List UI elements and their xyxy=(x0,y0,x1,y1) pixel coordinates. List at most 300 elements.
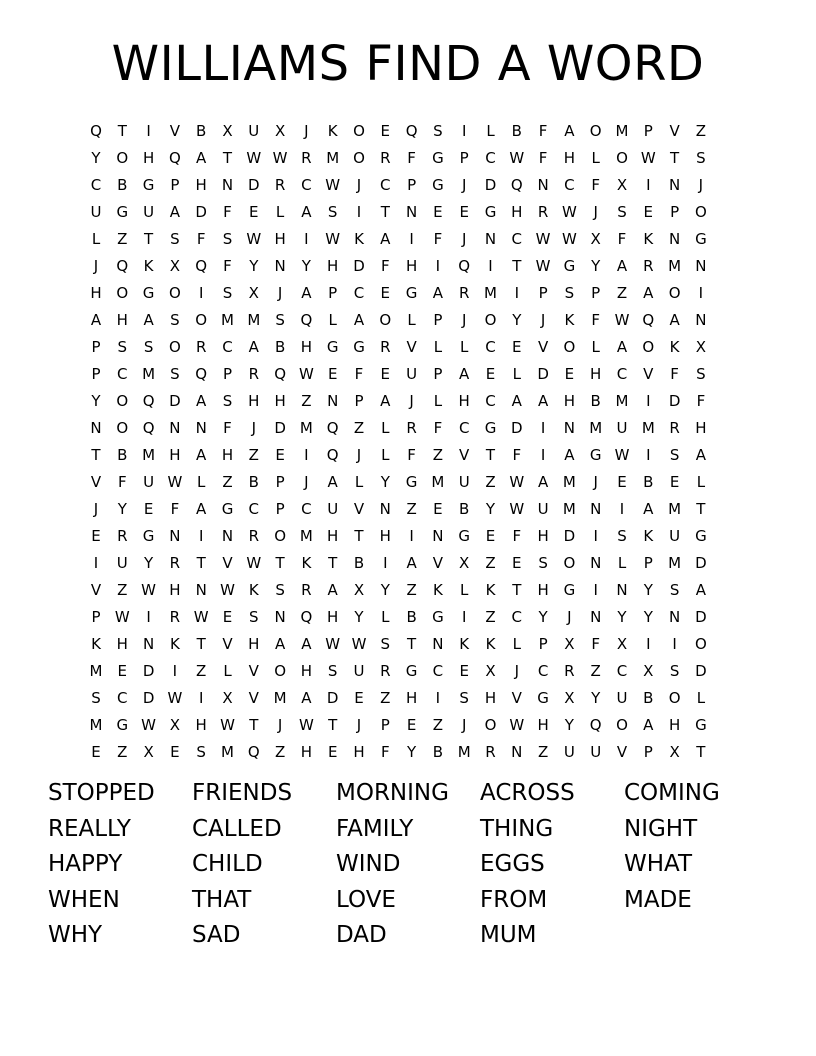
grid-letter: M xyxy=(668,554,682,572)
grid-letter: Z xyxy=(485,554,496,572)
grid-letter: I xyxy=(488,257,493,275)
grid-letter: R xyxy=(564,662,575,680)
word-list-item: COMING xyxy=(624,780,720,806)
grid-letter: B xyxy=(248,473,259,491)
grid-letter: Q xyxy=(90,122,102,140)
grid-letter: E xyxy=(354,689,364,707)
grid-letter: M xyxy=(484,284,497,302)
grid-letter: Q xyxy=(274,365,286,383)
grid-letter: Y xyxy=(485,500,496,518)
grid-letter: J xyxy=(461,311,467,329)
grid-letter: B xyxy=(353,554,365,572)
grid-letter: L xyxy=(197,473,206,491)
grid-letter: K xyxy=(564,311,575,329)
grid-letter: E xyxy=(512,554,522,572)
grid-letter: I xyxy=(435,257,441,275)
grid-letter: W xyxy=(220,716,235,734)
grid-letter: Z xyxy=(616,284,628,302)
grid-letter: E xyxy=(249,203,259,221)
grid-letter: Z xyxy=(590,662,601,680)
grid-letter: U xyxy=(143,473,155,491)
grid-letter: V xyxy=(459,446,470,464)
grid-letter: T xyxy=(144,230,154,248)
grid-letter: S xyxy=(196,743,206,761)
grid-letter: M xyxy=(299,419,313,437)
grid-letter: K xyxy=(643,527,654,545)
grid-letter: M xyxy=(641,419,655,437)
grid-letter: B xyxy=(196,122,207,140)
grid-letter: A xyxy=(564,122,575,140)
grid-letter: B xyxy=(590,392,601,410)
grid-letter: W xyxy=(509,473,525,491)
grid-letter: V xyxy=(511,689,522,707)
grid-letter: C xyxy=(90,176,102,194)
grid-letter: U xyxy=(616,419,628,437)
grid-letter: W xyxy=(640,149,656,167)
grid-letter: H xyxy=(537,716,549,734)
grid-letter: X xyxy=(222,122,233,140)
grid-letter: T xyxy=(485,446,496,464)
grid-letter: A xyxy=(511,392,522,410)
grid-letter: A xyxy=(196,446,207,464)
grid-letter: O xyxy=(563,338,576,356)
grid-letter: S xyxy=(170,365,180,383)
grid-letter: A xyxy=(301,635,312,653)
grid-letter: H xyxy=(695,419,707,437)
grid-letter: J xyxy=(567,608,572,626)
grid-letter: T xyxy=(512,581,522,599)
word-list-item: WHEN xyxy=(48,886,120,913)
grid-letter: L xyxy=(460,581,469,599)
grid-letter: N xyxy=(537,176,549,194)
grid-letter: E xyxy=(617,473,627,491)
grid-letter: Q xyxy=(247,743,260,761)
grid-letter: A xyxy=(274,635,286,653)
grid-letter: P xyxy=(222,365,233,383)
grid-letter: N xyxy=(195,419,207,437)
grid-letter: M xyxy=(247,311,261,329)
grid-letter: F xyxy=(538,122,548,140)
grid-letter: V xyxy=(669,122,680,140)
grid-letter: Z xyxy=(432,716,444,734)
grid-letter: E xyxy=(222,608,233,626)
grid-letter: P xyxy=(407,176,417,194)
grid-letter: S xyxy=(222,284,233,302)
grid-letter: G xyxy=(142,284,155,302)
grid-letter: I xyxy=(672,635,677,653)
grid-letter: G xyxy=(326,338,339,356)
grid-letter: I xyxy=(435,689,441,707)
grid-letter: W xyxy=(535,257,551,275)
grid-letter: G xyxy=(458,527,470,545)
grid-letter: H xyxy=(142,149,155,167)
grid-letter: X xyxy=(169,716,181,734)
grid-letter: Y xyxy=(380,581,390,599)
grid-letter: M xyxy=(668,500,682,518)
grid-letter: N xyxy=(695,257,707,275)
grid-letter: I xyxy=(304,446,309,464)
page-title: WILLIAMS FIND A WORD xyxy=(111,36,705,92)
grid-letter: O xyxy=(484,716,497,734)
grid-letter: V xyxy=(537,338,549,356)
grid-letter: C xyxy=(222,338,233,356)
grid-letter: A xyxy=(695,446,707,464)
grid-letter: Y xyxy=(301,257,311,275)
grid-letter: V xyxy=(643,365,654,383)
grid-letter: R xyxy=(301,581,312,599)
grid-letter: K xyxy=(459,635,470,653)
grid-letter: H xyxy=(379,527,391,545)
grid-letter: G xyxy=(563,581,576,599)
grid-letter: O xyxy=(116,149,129,167)
grid-letter: R xyxy=(643,257,654,275)
grid-letter: J xyxy=(540,311,546,329)
grid-letter: V xyxy=(406,338,417,356)
grid-letter: J xyxy=(593,203,598,221)
grid-letter: G xyxy=(589,446,602,464)
grid-letter: W xyxy=(141,581,157,599)
grid-letter: R xyxy=(458,284,470,302)
grid-letter: C xyxy=(248,500,260,518)
grid-letter: Z xyxy=(222,473,233,491)
grid-letter: S xyxy=(170,311,180,329)
word-list-item: MUM xyxy=(480,922,537,948)
grid-letter: D xyxy=(353,257,365,275)
grid-letter: F xyxy=(196,230,206,248)
grid-letter: D xyxy=(169,392,181,410)
grid-letter: E xyxy=(459,203,469,221)
grid-letter: A xyxy=(196,392,207,410)
grid-letter: I xyxy=(198,284,204,302)
grid-letter: Z xyxy=(695,122,707,140)
grid-letter: K xyxy=(301,554,312,572)
grid-letter: H xyxy=(248,392,260,410)
grid-letter: Y xyxy=(538,608,548,626)
grid-letter: P xyxy=(643,554,653,572)
grid-letter: N xyxy=(405,203,418,221)
grid-letter: J xyxy=(277,284,283,302)
grid-letter: W xyxy=(298,716,314,734)
grid-letter: R xyxy=(485,743,496,761)
grid-letter: B xyxy=(432,743,444,761)
grid-letter: E xyxy=(512,338,522,356)
grid-letter: F xyxy=(591,635,600,653)
grid-letter: Z xyxy=(537,743,549,761)
grid-letter: V xyxy=(248,689,259,707)
grid-letter: U xyxy=(563,743,575,761)
grid-letter: U xyxy=(327,500,339,518)
grid-letter: U xyxy=(90,203,102,221)
grid-letter: C xyxy=(564,176,575,194)
grid-letter: K xyxy=(643,230,654,248)
grid-letter: K xyxy=(669,338,680,356)
word-list-item: MORNING xyxy=(336,780,449,806)
grid-letter: A xyxy=(196,500,207,518)
grid-letter: P xyxy=(643,743,653,761)
grid-letter: X xyxy=(169,257,181,275)
grid-letter: A xyxy=(327,581,338,599)
grid-letter: S xyxy=(275,581,285,599)
grid-letter: L xyxy=(696,473,706,491)
grid-letter: P xyxy=(538,635,548,653)
grid-letter: A xyxy=(406,554,417,572)
grid-letter: Z xyxy=(353,419,365,437)
grid-letter: F xyxy=(380,257,390,275)
grid-letter: J xyxy=(698,176,704,194)
grid-letter: A xyxy=(643,284,654,302)
grid-letter: A xyxy=(537,473,549,491)
grid-letter: V xyxy=(616,743,628,761)
grid-letter: W xyxy=(325,635,341,653)
grid-letter: N xyxy=(142,635,155,653)
grid-letter: A xyxy=(643,716,654,734)
grid-letter: I xyxy=(514,284,520,302)
grid-letter: D xyxy=(326,689,339,707)
grid-letter: S xyxy=(433,122,443,140)
grid-letter: W xyxy=(114,608,130,626)
grid-letter: O xyxy=(668,284,681,302)
grid-letter: L xyxy=(512,635,521,653)
word-list-item: FROM xyxy=(480,886,548,913)
grid-letter: W xyxy=(535,230,551,248)
grid-letter: R xyxy=(248,527,260,545)
grid-letter: D xyxy=(668,392,681,410)
grid-letter: W xyxy=(298,365,314,383)
grid-letter: V xyxy=(248,662,259,680)
grid-letter: U xyxy=(406,365,418,383)
word-list-item: STOPPED xyxy=(48,780,155,806)
grid-letter: L xyxy=(328,311,337,329)
grid-letter: Y xyxy=(380,473,390,491)
grid-letter: X xyxy=(669,743,680,761)
grid-letter: N xyxy=(563,419,575,437)
grid-letter: Z xyxy=(196,662,207,680)
grid-letter: S xyxy=(669,446,680,464)
grid-letter: E xyxy=(433,500,443,518)
grid-letter: Y xyxy=(643,608,653,626)
grid-letter: X xyxy=(222,689,233,707)
grid-letter: H xyxy=(195,716,207,734)
grid-letter: W xyxy=(246,230,262,248)
grid-letter: P xyxy=(670,203,680,221)
grid-letter: F xyxy=(380,743,390,761)
grid-letter: Z xyxy=(432,446,444,464)
grid-letter: H xyxy=(221,446,234,464)
grid-letter: D xyxy=(484,176,497,194)
grid-letter: B xyxy=(643,473,654,491)
grid-letter: D xyxy=(537,365,549,383)
grid-letter: O xyxy=(589,122,602,140)
grid-letter: Q xyxy=(326,446,339,464)
grid-letter: W xyxy=(193,608,209,626)
grid-letter: J xyxy=(277,716,283,734)
grid-letter: I xyxy=(172,662,178,680)
grid-letter: S xyxy=(327,662,338,680)
grid-letter: D xyxy=(248,176,260,194)
grid-letter: N xyxy=(90,419,102,437)
grid-letter: O xyxy=(668,689,681,707)
word-list-item: EGGS xyxy=(480,851,545,877)
grid-letter: B xyxy=(643,689,654,707)
grid-letter: U xyxy=(248,122,260,140)
grid-letter: M xyxy=(142,446,156,464)
grid-letter: O xyxy=(694,203,707,221)
grid-letter: S xyxy=(143,338,154,356)
grid-letter: B xyxy=(406,608,417,626)
grid-letter: O xyxy=(168,338,181,356)
word-list-item: FAMILY xyxy=(336,815,414,842)
grid-letter: B xyxy=(117,176,128,194)
grid-letter: E xyxy=(117,662,128,680)
grid-letter: Q xyxy=(300,311,313,329)
grid-letter: Q xyxy=(142,392,155,410)
grid-letter: F xyxy=(433,419,443,437)
grid-letter: D xyxy=(142,689,155,707)
grid-letter: I xyxy=(146,608,151,626)
grid-letter: N xyxy=(169,527,181,545)
grid-letter: W xyxy=(561,230,577,248)
grid-letter: X xyxy=(695,338,707,356)
grid-letter: R xyxy=(669,419,680,437)
grid-letter: H xyxy=(563,392,576,410)
grid-letter: H xyxy=(353,743,365,761)
grid-letter: S xyxy=(380,635,391,653)
grid-letter: G xyxy=(484,419,497,437)
grid-letter: M xyxy=(89,662,103,680)
grid-letter: Z xyxy=(301,392,312,410)
grid-letter: Y xyxy=(354,608,364,626)
grid-letter: E xyxy=(327,365,338,383)
grid-letter: W xyxy=(509,149,525,167)
grid-letter: Z xyxy=(406,581,417,599)
word-list-item: WHY xyxy=(48,922,103,948)
grid-letter: Q xyxy=(589,716,602,734)
grid-letter: A xyxy=(143,311,154,329)
grid-letter: V xyxy=(353,500,365,518)
grid-letter: L xyxy=(354,473,364,491)
grid-letter: C xyxy=(301,176,312,194)
grid-letter: D xyxy=(142,662,155,680)
grid-letter: M xyxy=(668,257,682,275)
grid-letter: P xyxy=(380,716,390,734)
grid-letter: W xyxy=(325,176,341,194)
grid-letter: G xyxy=(142,176,155,194)
grid-letter: P xyxy=(354,392,364,410)
grid-letter: H xyxy=(327,527,339,545)
grid-letter: N xyxy=(511,743,523,761)
grid-letter: L xyxy=(381,446,390,464)
grid-letter: S xyxy=(669,662,680,680)
grid-letter: O xyxy=(116,284,129,302)
grid-letter: T xyxy=(328,716,338,734)
grid-letter: S xyxy=(222,230,233,248)
grid-letter: R xyxy=(537,203,549,221)
grid-letter: Q xyxy=(168,149,181,167)
grid-letter: C xyxy=(511,608,523,626)
grid-letter: G xyxy=(563,257,576,275)
grid-letter: E xyxy=(406,716,417,734)
grid-letter: T xyxy=(380,203,390,221)
grid-letter: L xyxy=(223,662,232,680)
grid-letter: G xyxy=(221,500,234,518)
grid-letter: W xyxy=(509,500,525,518)
grid-letter: Q xyxy=(510,176,523,194)
grid-letter: L xyxy=(512,365,521,383)
grid-letter: K xyxy=(248,581,259,599)
grid-letter: M xyxy=(457,743,471,761)
grid-letter: F xyxy=(696,392,706,410)
grid-letter: E xyxy=(643,203,654,221)
grid-letter: R xyxy=(301,149,312,167)
grid-letter: T xyxy=(696,500,706,518)
grid-letter: P xyxy=(643,122,653,140)
grid-letter: G xyxy=(405,284,418,302)
grid-letter: T xyxy=(354,527,364,545)
grid-letter: S xyxy=(669,581,680,599)
grid-letter: H xyxy=(300,743,313,761)
grid-letter: O xyxy=(379,311,392,329)
grid-letter: M xyxy=(562,500,576,518)
grid-letter: W xyxy=(614,311,630,329)
grid-letter: O xyxy=(274,527,286,545)
grid-letter: A xyxy=(353,311,365,329)
grid-letter: U xyxy=(590,743,602,761)
grid-letter: A xyxy=(196,149,207,167)
grid-letter: P xyxy=(538,284,548,302)
grid-letter: Q xyxy=(116,257,129,275)
grid-letter: N xyxy=(195,581,207,599)
grid-letter: E xyxy=(459,662,469,680)
grid-letter: S xyxy=(617,203,627,221)
grid-letter: Q xyxy=(195,365,208,383)
grid-letter: I xyxy=(593,581,598,599)
grid-letter: A xyxy=(695,581,707,599)
grid-letter: V xyxy=(222,554,233,572)
grid-letter: C xyxy=(458,419,470,437)
grid-letter: J xyxy=(514,662,520,680)
grid-letter: M xyxy=(326,149,340,167)
grid-letter: N xyxy=(274,608,286,626)
grid-letter: U xyxy=(116,554,128,572)
grid-letter: T xyxy=(91,446,101,464)
grid-letter: R xyxy=(117,527,128,545)
grid-letter: M xyxy=(142,365,156,383)
grid-letter: A xyxy=(643,500,654,518)
grid-letter: P xyxy=(328,284,338,302)
word-list-item: THAT xyxy=(192,886,252,913)
grid-letter: P xyxy=(91,608,101,626)
grid-letter: M xyxy=(615,122,629,140)
grid-letter: W xyxy=(561,203,577,221)
grid-letter: G xyxy=(695,716,707,734)
grid-letter: H xyxy=(274,392,286,410)
grid-letter: P xyxy=(91,365,101,383)
grid-letter: R xyxy=(380,149,391,167)
grid-letter: E xyxy=(143,500,154,518)
grid-letter: X xyxy=(274,122,286,140)
grid-letter: E xyxy=(170,743,180,761)
grid-letter: X xyxy=(564,635,575,653)
grid-letter: S xyxy=(538,554,548,572)
grid-letter: L xyxy=(407,311,416,329)
grid-letter: T xyxy=(196,635,206,653)
grid-letter: Y xyxy=(643,581,653,599)
grid-letter: Z xyxy=(117,743,128,761)
grid-letter: N xyxy=(695,311,707,329)
grid-letter: Q xyxy=(326,419,339,437)
grid-letter: J xyxy=(593,473,598,491)
grid-letter: F xyxy=(223,203,232,221)
